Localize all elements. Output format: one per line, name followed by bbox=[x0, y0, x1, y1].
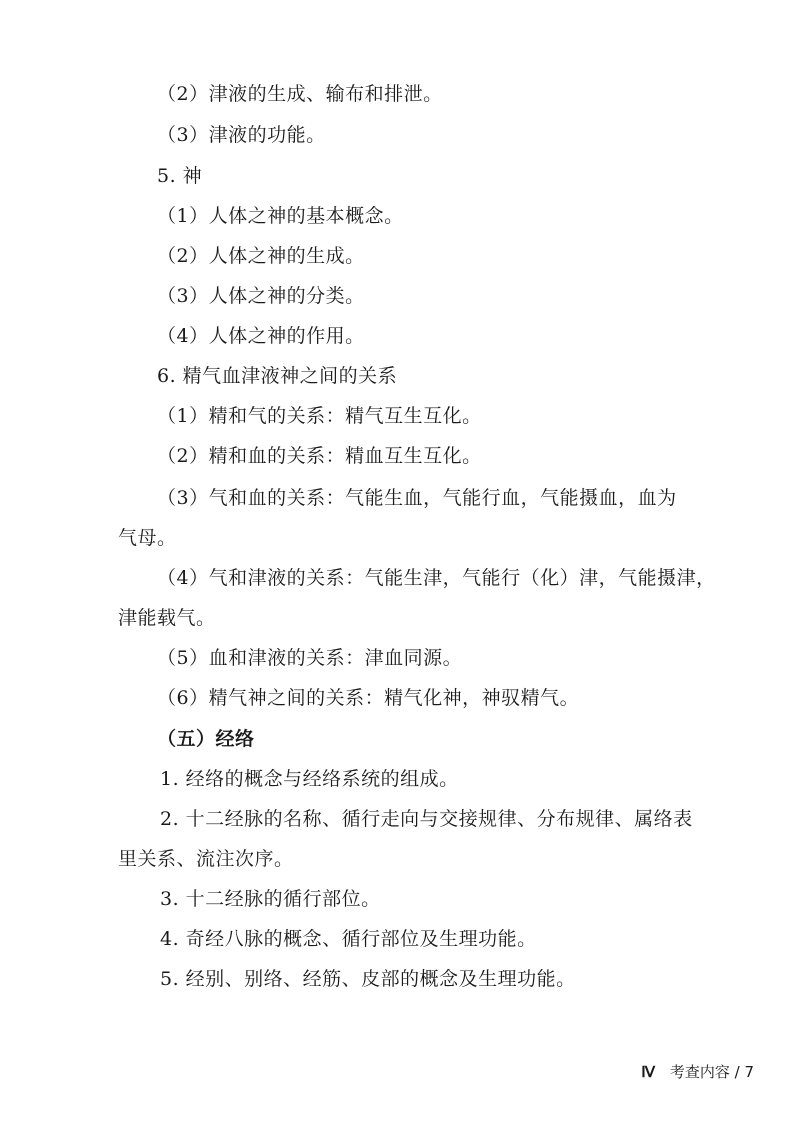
text-line: （2）津液的生成、输布和排泄。 bbox=[157, 83, 443, 105]
text-line: （1）精和气的关系：精气互生互化。 bbox=[157, 405, 482, 427]
text-line: （2）人体之神的生成。 bbox=[157, 245, 365, 267]
text-line: （5）血和津液的关系：津血同源。 bbox=[157, 647, 463, 669]
text-line-continuation: 里关系、流注次序。 bbox=[118, 848, 294, 870]
text-line: （4）气和津液的关系：气能生津，气能行（化）津，气能摄津， bbox=[157, 567, 716, 589]
section-heading: 6. 精气血津液神之间的关系 bbox=[157, 365, 398, 387]
text-line: 3. 十二经脉的循行部位。 bbox=[160, 888, 381, 910]
text-line: （6）精气神之间的关系：精气化神，神驭精气。 bbox=[157, 687, 580, 709]
page-footer bbox=[641, 1062, 754, 1083]
text-line: （4）人体之神的作用。 bbox=[157, 325, 365, 347]
text-line: （1）人体之神的基本概念。 bbox=[157, 205, 404, 227]
text-line: （3）津液的功能。 bbox=[157, 124, 326, 146]
footer-section-numeral: Ⅳ bbox=[641, 1065, 656, 1081]
text-line-continuation: 津能载气。 bbox=[118, 607, 216, 629]
text-line: 5. 经别、别络、经筋、皮部的概念及生理功能。 bbox=[160, 968, 576, 990]
text-line-continuation: 气母。 bbox=[118, 527, 177, 549]
text-line: （3）人体之神的分类。 bbox=[157, 285, 365, 307]
text-line: （2）精和血的关系：精血互生互化。 bbox=[157, 445, 482, 467]
section-heading: 5. 神 bbox=[157, 165, 203, 187]
footer-page-label: 考查内容 / 7 bbox=[669, 1063, 754, 1081]
text-line: 4. 奇经八脉的概念、循行部位及生理功能。 bbox=[160, 928, 537, 950]
text-line: （3）气和血的关系：气能生血，气能行血，气能摄血，血为 bbox=[157, 487, 677, 509]
text-line: 1. 经络的概念与经络系统的组成。 bbox=[160, 768, 459, 790]
text-line: 2. 十二经脉的名称、循行走向与交接规律、分布规律、属络表 bbox=[160, 808, 693, 830]
subsection-heading: （五）经络 bbox=[157, 728, 255, 750]
